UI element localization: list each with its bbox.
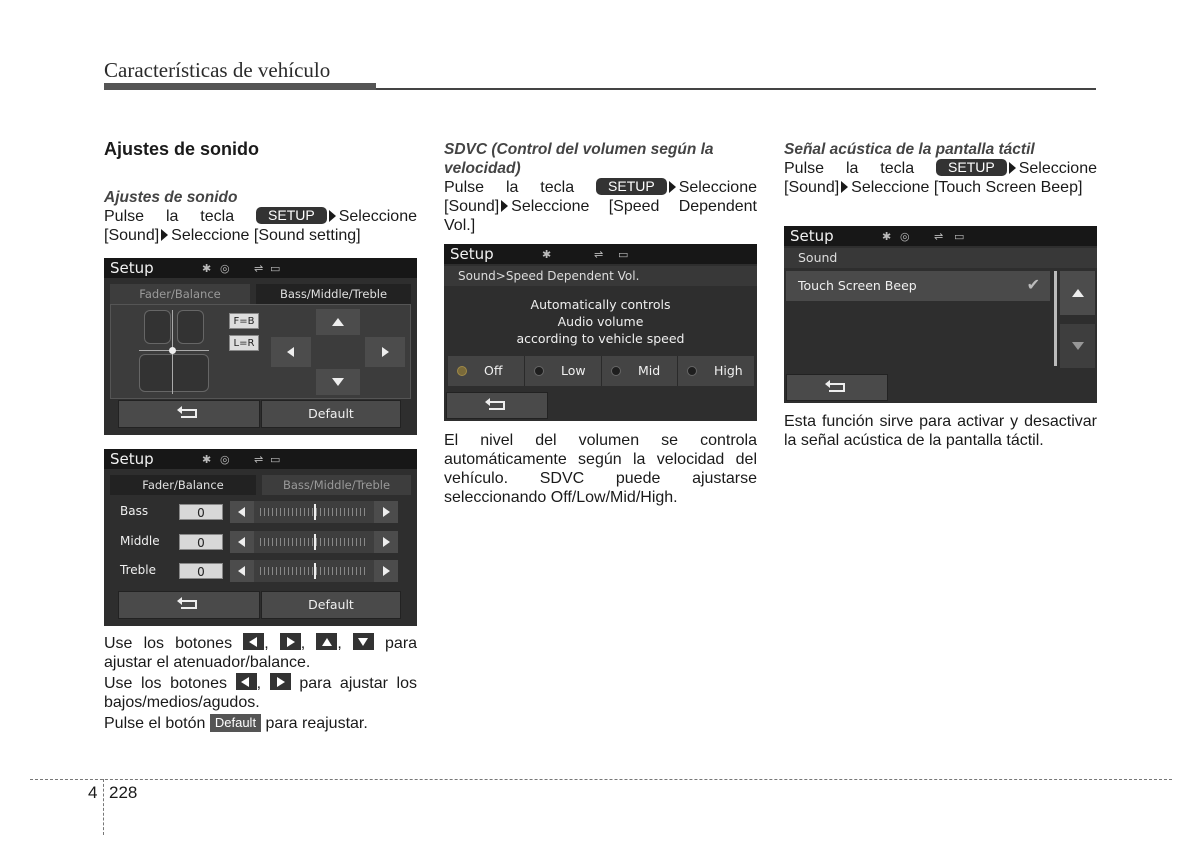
arrow-right-icon <box>501 200 508 212</box>
treble-label: Treble <box>120 563 156 577</box>
bluetooth-icon: ✱ <box>882 230 892 243</box>
balance-left-button[interactable] <box>271 337 311 367</box>
option-high[interactable] <box>678 356 754 386</box>
down-button-icon <box>353 633 374 650</box>
balance-right-button[interactable] <box>365 337 405 367</box>
battery-icon: ▭ <box>954 230 965 243</box>
screen-fader-balance <box>104 258 417 435</box>
instr-part: Seleccione [Touch Screen Beep] <box>851 179 1083 196</box>
middle-row <box>114 531 402 553</box>
column-touch-beep <box>784 140 1097 197</box>
middle-value: 0 <box>179 534 223 550</box>
screen-title-bar <box>444 244 757 264</box>
usage-part: para reajustar. <box>265 715 368 732</box>
screen-title: Setup <box>790 227 834 245</box>
option-label: Off <box>484 363 503 378</box>
radio-icon <box>534 366 544 376</box>
desc-line: according to vehicle speed <box>516 331 685 346</box>
body-paragraph: Esta función sirve para activar y desactivar la señal acústica de la pantalla táctil. <box>784 413 1097 449</box>
touch-beep-item[interactable] <box>786 271 1050 301</box>
scroll-up-button[interactable] <box>1060 271 1095 315</box>
bluetooth-icon: ✱ <box>542 248 552 261</box>
middle-label: Middle <box>120 534 160 548</box>
default-button[interactable]: Default <box>261 400 401 428</box>
header-rule-thick <box>104 83 376 90</box>
screen-bass-middle-treble <box>104 449 417 626</box>
running-header: Características de vehículo <box>104 58 331 82</box>
bass-increase-button[interactable] <box>374 501 398 523</box>
usage-part: Use los botones <box>104 675 228 692</box>
battery-icon: ▭ <box>270 262 281 275</box>
bluetooth-icon: ✱ <box>202 262 212 275</box>
back-button[interactable] <box>118 400 260 428</box>
bass-row <box>114 501 402 523</box>
usb-icon: ⇌ <box>254 453 264 466</box>
usb-icon: ⇌ <box>594 248 604 261</box>
middle-slider[interactable] <box>230 531 398 553</box>
lr-value: L=R <box>229 335 259 351</box>
back-icon <box>829 383 845 392</box>
radio-icon <box>611 366 621 376</box>
button-usage-text <box>104 634 417 733</box>
option-mid[interactable] <box>602 356 678 386</box>
beep-body-text <box>784 412 1097 450</box>
screen-title-bar <box>104 449 417 469</box>
radio-selected-icon <box>457 366 467 376</box>
right-button-icon <box>280 633 301 650</box>
right-button-icon <box>270 673 291 690</box>
fader-panel <box>110 304 411 399</box>
option-low[interactable] <box>525 356 602 386</box>
footer-divider <box>103 779 104 835</box>
checkmark-icon: ✔ <box>1026 275 1040 294</box>
tab-bass-middle-treble[interactable]: Bass/Middle/Treble <box>262 475 411 495</box>
bass-value: 0 <box>179 504 223 520</box>
usage-part: Use los botones <box>104 635 233 652</box>
bass-slider[interactable] <box>230 501 398 523</box>
sdvc-description <box>444 296 757 347</box>
option-label: Mid <box>638 363 661 378</box>
setup-key-icon: SETUP <box>256 207 327 224</box>
instr-part: Seleccione [Sound] <box>444 179 757 215</box>
fb-value: F=B <box>229 313 259 329</box>
column-sdvc <box>444 140 757 235</box>
disc-icon: ◎ <box>220 453 230 466</box>
arrow-right-icon <box>1009 162 1016 174</box>
fader-down-button[interactable] <box>316 369 360 395</box>
arrow-right-icon <box>329 210 336 222</box>
instr-part: Seleccione [Sound] <box>784 160 1097 196</box>
radio-icon <box>687 366 697 376</box>
tab-bass-middle-treble[interactable]: Bass/Middle/Treble <box>256 284 411 304</box>
bass-label: Bass <box>120 504 149 518</box>
treble-increase-button[interactable] <box>374 560 398 582</box>
back-button[interactable] <box>446 392 548 419</box>
battery-icon: ▭ <box>618 248 629 261</box>
footer-rule <box>30 779 1172 780</box>
instr-part: Pulse la tecla <box>104 208 235 225</box>
default-key-icon: Default <box>210 714 261 732</box>
back-button[interactable] <box>118 591 260 619</box>
left-button-icon <box>236 673 257 690</box>
arrow-right-icon <box>161 229 168 241</box>
back-icon <box>181 600 197 609</box>
battery-icon: ▭ <box>270 453 281 466</box>
chapter-number: 4 <box>88 783 98 802</box>
tab-fader-balance[interactable]: Fader/Balance <box>110 284 250 304</box>
header-rule-thin <box>376 88 1096 90</box>
column-sound-settings <box>104 140 417 245</box>
disc-icon: ◎ <box>220 262 230 275</box>
treble-slider[interactable] <box>230 560 398 582</box>
bass-decrease-button[interactable] <box>230 501 254 523</box>
sdvc-options <box>448 356 754 386</box>
back-button[interactable] <box>786 374 888 401</box>
usb-icon: ⇌ <box>254 262 264 275</box>
instr-part: Pulse la tecla <box>784 160 915 177</box>
option-off[interactable] <box>448 356 525 386</box>
tab-fader-balance[interactable]: Fader/Balance <box>110 475 256 495</box>
screen-title-bar <box>104 258 417 278</box>
treble-value: 0 <box>179 563 223 579</box>
sub-heading: Señal acústica de la pantalla táctil <box>784 141 1035 158</box>
scroll-down-button[interactable] <box>1060 324 1095 368</box>
instruction-text <box>444 178 757 235</box>
usage-line-3 <box>104 714 417 733</box>
section-heading: Ajustes de sonido <box>104 139 260 159</box>
treble-row <box>114 560 402 582</box>
arrow-right-icon <box>841 181 848 193</box>
bluetooth-icon: ✱ <box>202 453 212 466</box>
page-number: 228 <box>109 783 138 802</box>
sub-heading: Ajustes de sonido <box>104 189 238 206</box>
middle-decrease-button[interactable] <box>230 531 254 553</box>
instr-part: Seleccione [Sound setting] <box>171 227 361 244</box>
option-label: Low <box>561 363 586 378</box>
usage-part: para ajustar los bajos/medios/agudos. <box>104 675 418 711</box>
usb-icon: ⇌ <box>934 230 944 243</box>
item-label: Touch Screen Beep <box>798 278 917 293</box>
usage-line-2: Use los botones , para ajustar los bajos/medios/agudos. <box>104 675 418 711</box>
screen-title-bar <box>784 226 1097 246</box>
default-button[interactable]: Default <box>261 591 401 619</box>
instruction-text <box>784 159 1097 197</box>
body-paragraph: El nivel del volumen se controla automáticamente según la velocidad del vehículo. SDVC puede ajustarse seleccionando Off/Low/Mid/High. <box>444 432 757 506</box>
usage-part: Pulse el botón <box>104 715 206 732</box>
desc-line: Audio volume <box>557 314 644 329</box>
fader-up-button[interactable] <box>316 309 360 335</box>
instr-part: Seleccione [Speed Dependent Vol.] <box>444 198 757 234</box>
instruction-text <box>104 207 417 245</box>
back-icon <box>489 401 505 410</box>
usage-line-1: Use los botones , , , para ajustar el atenuador/balance. <box>104 635 418 671</box>
desc-line: Automatically controls <box>530 297 671 312</box>
screen-title: Setup <box>110 259 154 277</box>
instr-part: Pulse la tecla <box>444 179 575 196</box>
left-button-icon <box>243 633 264 650</box>
treble-decrease-button[interactable] <box>230 560 254 582</box>
instr-part: Seleccione [Sound] <box>104 208 417 244</box>
screen-title: Setup <box>110 450 154 468</box>
setup-key-icon: SETUP <box>596 178 667 195</box>
screen-touch-beep <box>784 226 1097 403</box>
screen-speed-dependent-vol <box>444 244 757 421</box>
screen-title: Setup <box>450 245 494 263</box>
up-button-icon <box>316 633 337 650</box>
usage-part: para ajustar el atenuador/balance. <box>104 635 418 671</box>
arrow-right-icon <box>669 181 676 193</box>
seat-diagram <box>139 310 209 394</box>
middle-increase-button[interactable] <box>374 531 398 553</box>
sub-heading: SDVC (Control del volumen según la velocidad) <box>444 141 714 177</box>
back-icon <box>181 409 197 418</box>
disc-icon: ◎ <box>900 230 910 243</box>
sdvc-body-text <box>444 431 757 507</box>
scrollbar[interactable] <box>1054 271 1057 366</box>
section-label: Sound <box>784 248 1097 268</box>
breadcrumb: Sound>Speed Dependent Vol. <box>444 266 757 286</box>
option-label: High <box>714 363 743 378</box>
setup-key-icon: SETUP <box>936 159 1007 176</box>
